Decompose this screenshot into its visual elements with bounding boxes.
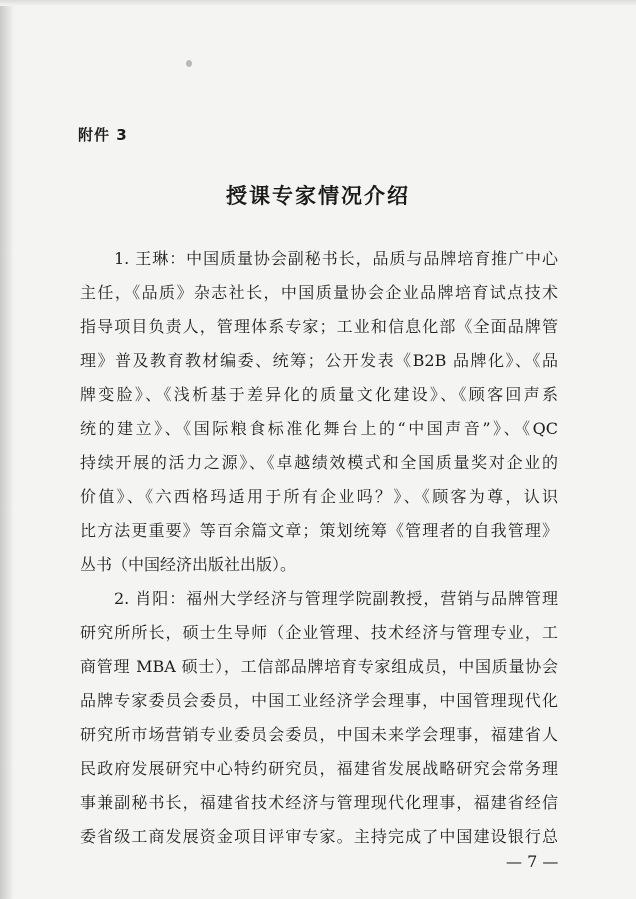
attachment-label: 附件 3 [78, 126, 128, 144]
body-line-3: 指导项目负责人，管理体系专家；工业和信息化部《全面品牌管 [80, 317, 558, 336]
body-line-8: 价值》、《六西格玛适用于所有企业吗？》、《顾客为尊，认识 [80, 487, 558, 506]
body-line-1: 1. 王琳：中国质量协会副秘书长，品质与品牌培育推广中心 [114, 249, 558, 268]
body-line-11: 2. 肖阳：福州大学经济与管理学院副教授，营销与品牌管理 [114, 589, 558, 608]
body-line-17: 事兼副秘书长，福建省技术经济与管理现代化理事，福建省经信 [80, 793, 558, 812]
body-line-15: 研究所市场营销专业委员会委员，中国未来学会理事，福建省人 [80, 725, 558, 744]
paper-speck [186, 60, 192, 67]
page-title: 授课专家情况介绍 [226, 184, 410, 208]
body-line-13: 商管理 MBA 硕士），工信部品牌培育专家组成员，中国质量协会 [80, 657, 558, 676]
page-edge-shadow [0, 0, 14, 899]
body-line-9: 比方法更重要》等百余篇文章；策划统筹《管理者的自我管理》 [80, 521, 558, 540]
body-line-6: 统的建立》、《国际粮食标准化舞台上的“中国声音”》、《QC [80, 419, 558, 438]
page-number: — 7 — [506, 852, 559, 871]
body-line-18: 委省级工商发展资金项目评审专家。主持完成了中国建设银行总 [80, 827, 558, 846]
body-line-4: 理》普及教育教材编委、统筹；公开发表《B2B 品牌化》、《品 [80, 351, 558, 370]
body-line-7: 持续开展的活力之源》、《卓越绩效模式和全国质量奖对企业的 [80, 453, 558, 472]
body-line-14: 品牌专家委员会委员，中国工业经济学会理事，中国管理现代化 [80, 691, 558, 710]
page-top-shadow [0, 0, 636, 6]
body-line-12: 研究所所长，硕士生导师（企业管理、技术经济与管理专业，工 [80, 623, 558, 642]
body-line-2: 主任，《品质》杂志社长，中国质量协会企业品牌培育试点技术 [80, 283, 558, 302]
body-line-16: 民政府发展研究中心特约研究员，福建省发展战略研究会常务理 [80, 759, 558, 778]
body-line-10: 丛书（中国经济出版社出版）。 [80, 555, 297, 574]
body-line-5: 牌变脸》、《浅析基于差异化的质量文化建设》、《顾客回声系 [80, 385, 558, 404]
